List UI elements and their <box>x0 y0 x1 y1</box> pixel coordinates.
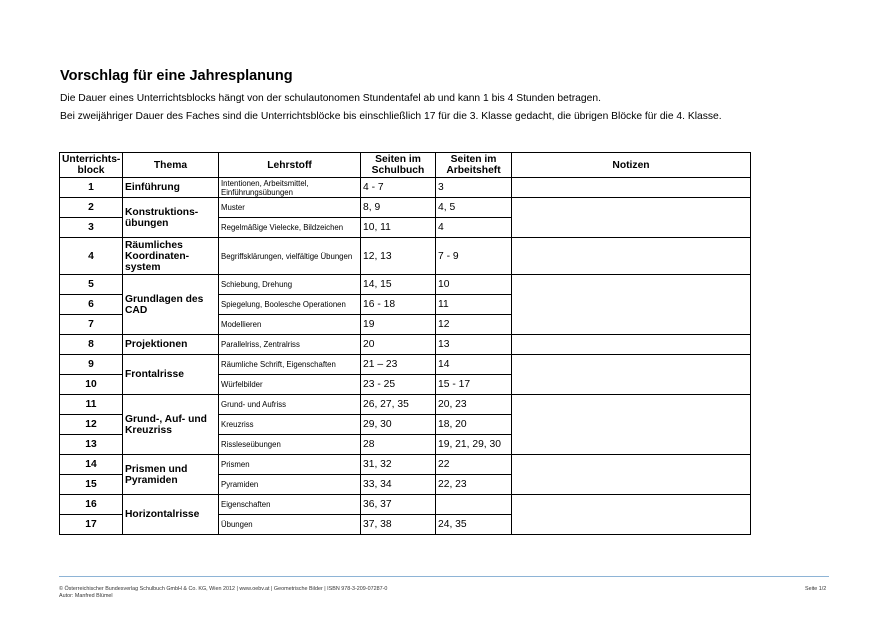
arbeitsheft-cell: 12 <box>436 315 512 335</box>
arbeitsheft-cell: 22, 23 <box>436 475 512 495</box>
footer-author: Autor: Manfred Blümel <box>59 593 113 599</box>
theme-cell: Einführung <box>123 178 219 198</box>
block-number: 17 <box>60 515 123 535</box>
schulbuch-cell: 14, 15 <box>361 275 436 295</box>
theme-cell: Projektionen <box>123 335 219 355</box>
lehrstoff-cell: Prismen <box>219 455 361 475</box>
theme-cell: Prismen und Pyramiden <box>123 455 219 495</box>
notes-cell[interactable] <box>512 198 751 238</box>
theme-cell: Konstruktions-übungen <box>123 198 219 238</box>
theme-cell: Räumliches Koordinaten-system <box>123 238 219 275</box>
notes-cell[interactable] <box>512 335 751 355</box>
footer-divider <box>59 576 829 577</box>
lehrstoff-cell: Spiegelung, Boolesche Operationen <box>219 295 361 315</box>
schulbuch-cell: 19 <box>361 315 436 335</box>
theme-cell: Grund-, Auf- und Kreuzriss <box>123 395 219 455</box>
table-row <box>60 198 751 218</box>
header-arbeitsheft: Seiten im Arbeitsheft <box>436 153 512 178</box>
schulbuch-cell: 31, 32 <box>361 455 436 475</box>
arbeitsheft-cell: 4 <box>436 218 512 238</box>
schulbuch-cell: 21 – 23 <box>361 355 436 375</box>
table-row <box>60 455 751 475</box>
block-number: 1 <box>60 178 123 198</box>
lehrstoff-cell: Pyramiden <box>219 475 361 495</box>
schulbuch-cell: 26, 27, 35 <box>361 395 436 415</box>
arbeitsheft-cell: 11 <box>436 295 512 315</box>
header-notizen: Notizen <box>512 153 751 178</box>
schulbuch-cell: 12, 13 <box>361 238 436 275</box>
lehrstoff-cell: Muster <box>219 198 361 218</box>
lehrstoff-cell: Parallelriss, Zentralriss <box>219 335 361 355</box>
schulbuch-cell: 36, 37 <box>361 495 436 515</box>
footer-page-number: Seite 1/2 <box>805 586 827 592</box>
table-row <box>60 238 751 275</box>
block-number: 4 <box>60 238 123 275</box>
header-thema: Thema <box>123 153 219 178</box>
arbeitsheft-cell: 10 <box>436 275 512 295</box>
arbeitsheft-cell: 15 - 17 <box>436 375 512 395</box>
lehrstoff-cell: Kreuzriss <box>219 415 361 435</box>
table-row <box>60 355 751 375</box>
notes-cell[interactable] <box>512 238 751 275</box>
arbeitsheft-cell: 18, 20 <box>436 415 512 435</box>
table-row <box>60 275 751 295</box>
schulbuch-cell: 8, 9 <box>361 198 436 218</box>
block-number: 7 <box>60 315 123 335</box>
page-title: Vorschlag für eine Jahresplanung <box>60 68 293 84</box>
lehrstoff-cell: Grund- und Aufriss <box>219 395 361 415</box>
schulbuch-cell: 37, 38 <box>361 515 436 535</box>
arbeitsheft-cell: 20, 23 <box>436 395 512 415</box>
arbeitsheft-cell: 13 <box>436 335 512 355</box>
lehrstoff-cell: Rissleseübungen <box>219 435 361 455</box>
header-schulbuch: Seiten im Schulbuch <box>361 153 436 178</box>
theme-cell: Frontalrisse <box>123 355 219 395</box>
block-number: 13 <box>60 435 123 455</box>
lehrstoff-cell: Würfelbilder <box>219 375 361 395</box>
schulbuch-cell: 10, 11 <box>361 218 436 238</box>
block-number: 8 <box>60 335 123 355</box>
lehrstoff-cell: Begriffsklärungen, vielfältige Übungen <box>219 238 361 275</box>
schulbuch-cell: 20 <box>361 335 436 355</box>
lehrstoff-cell: Intentionen, Arbeitsmittel, Einführungsübungen <box>219 178 361 198</box>
table-row <box>60 395 751 415</box>
lehrstoff-cell: Modellieren <box>219 315 361 335</box>
block-number: 15 <box>60 475 123 495</box>
block-number: 14 <box>60 455 123 475</box>
table-header-row <box>60 153 751 178</box>
arbeitsheft-cell <box>436 495 512 515</box>
notes-cell[interactable] <box>512 455 751 495</box>
footer-copyright: © Österreichischer Bundesverlag Schulbuch GmbH & Co. KG, Wien 2012 | www.oebv.at | Geometrische Bilder | ISBN 978-3-209-07287-0 <box>59 586 388 592</box>
schulbuch-cell: 28 <box>361 435 436 455</box>
arbeitsheft-cell: 4, 5 <box>436 198 512 218</box>
schulbuch-cell: 16 - 18 <box>361 295 436 315</box>
schulbuch-cell: 29, 30 <box>361 415 436 435</box>
lehrstoff-cell: Schiebung, Drehung <box>219 275 361 295</box>
schulbuch-cell: 23 - 25 <box>361 375 436 395</box>
notes-cell[interactable] <box>512 355 751 395</box>
block-number: 10 <box>60 375 123 395</box>
arbeitsheft-cell: 3 <box>436 178 512 198</box>
notes-cell[interactable] <box>512 275 751 335</box>
annual-plan-table <box>59 152 751 535</box>
header-lehrstoff: Lehrstoff <box>219 153 361 178</box>
block-number: 2 <box>60 198 123 218</box>
block-number: 6 <box>60 295 123 315</box>
arbeitsheft-cell: 14 <box>436 355 512 375</box>
block-number: 5 <box>60 275 123 295</box>
block-number: 3 <box>60 218 123 238</box>
header-block: Unterrichts-block <box>60 153 123 178</box>
block-number: 16 <box>60 495 123 515</box>
arbeitsheft-cell: 19, 21, 29, 30 <box>436 435 512 455</box>
notes-cell[interactable] <box>512 495 751 535</box>
lehrstoff-cell: Regelmäßige Vielecke, Bildzeichen <box>219 218 361 238</box>
block-number: 12 <box>60 415 123 435</box>
notes-cell[interactable] <box>512 178 751 198</box>
lehrstoff-cell: Räumliche Schrift, Eigenschaften <box>219 355 361 375</box>
intro-paragraph-2: Bei zweijähriger Dauer des Faches sind die Unterrichtsblöcke bis einschließlich 17 für die 3. Klasse gedacht, die übrigen Blöcke für die 4. Klasse. <box>60 111 722 122</box>
table-row <box>60 495 751 515</box>
block-number: 9 <box>60 355 123 375</box>
theme-cell: Horizontalrisse <box>123 495 219 535</box>
block-number: 11 <box>60 395 123 415</box>
arbeitsheft-cell: 22 <box>436 455 512 475</box>
arbeitsheft-cell: 7 - 9 <box>436 238 512 275</box>
table-row <box>60 178 751 198</box>
schulbuch-cell: 33, 34 <box>361 475 436 495</box>
lehrstoff-cell: Eigenschaften <box>219 495 361 515</box>
lehrstoff-cell: Übungen <box>219 515 361 535</box>
notes-cell[interactable] <box>512 395 751 455</box>
schulbuch-cell: 4 - 7 <box>361 178 436 198</box>
table-row <box>60 335 751 355</box>
arbeitsheft-cell: 24, 35 <box>436 515 512 535</box>
intro-paragraph-1: Die Dauer eines Unterrichtsblocks hängt von der schulautonomen Stundentafel ab und kann 1 bis 4 Stunden betragen. <box>60 93 601 104</box>
theme-cell: Grundlagen des CAD <box>123 275 219 335</box>
